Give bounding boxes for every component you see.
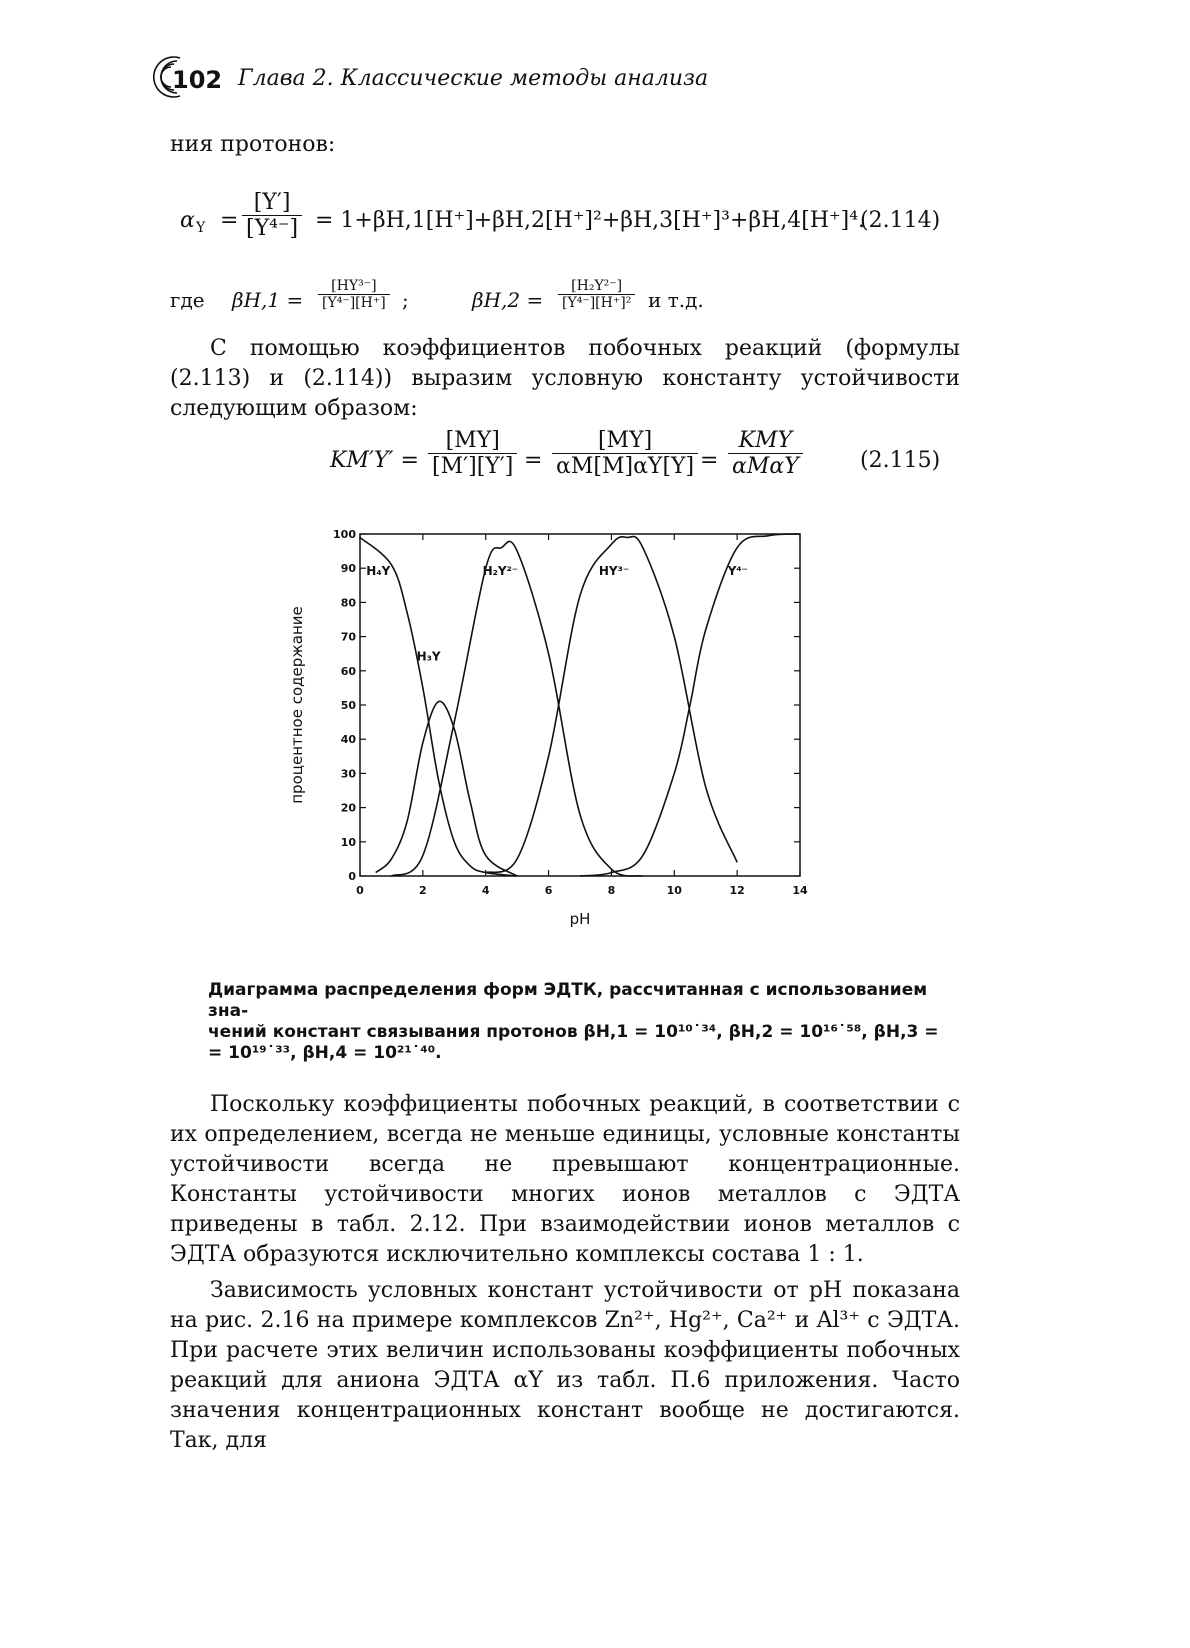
beta2-fraction — [558, 278, 635, 311]
beta2-num: [H₂Y²⁻] — [558, 278, 635, 295]
series-line-3 — [391, 541, 642, 876]
beta1-num: [HY³⁻] — [318, 278, 390, 295]
eq114-frac-num: [Y′] — [242, 190, 302, 216]
x-axis-label: pH — [569, 910, 591, 928]
eq114-lhs: α — [180, 208, 195, 233]
eq115-f3-num: KMY — [728, 428, 803, 454]
where-word: где — [170, 288, 205, 312]
y-tick-label: 20 — [340, 801, 356, 815]
series-label-5: Y⁴⁻ — [727, 564, 748, 579]
etc-text: и т.д. — [648, 288, 704, 312]
x-tick-label: 0 — [356, 884, 364, 897]
series-line-5 — [580, 534, 800, 876]
series-label-1: H₄Y — [366, 564, 391, 579]
y-tick-label: 80 — [340, 596, 356, 610]
equation-2-114: α Y = $\frac{[Y']}{\text{[Y⁴⁻]}}$ = 1+βH,1[H⁺]+βH,2[H⁺]²+βH,3[H⁺]³+βH,4[H⁺]⁴. — [180, 190, 866, 241]
distribution-chart — [280, 520, 840, 960]
y-tick-label: 100 — [333, 528, 356, 541]
caption-line-3: = 10¹⁹˙³³, βH,4 = 10²¹˙⁴⁰. — [208, 1043, 442, 1063]
eq114-number: (2.114) — [860, 208, 941, 233]
x-tick-label: 6 — [544, 884, 553, 897]
series-line-4 — [486, 536, 737, 872]
eq115-number: (2.115) — [860, 448, 941, 473]
y-tick-label: 30 — [340, 767, 356, 781]
eq115-f2-num: [MY] — [552, 428, 698, 454]
paragraph-1: С помощью коэффициентов побочных реакций (формулы (2.113) и (2.114)) выразим условную константу устойчивости следующим образом: — [170, 336, 960, 421]
y-tick-label: 60 — [340, 664, 356, 678]
eq114-lhs-sub: Y — [196, 220, 206, 236]
running-header-title: Глава 2. Классические методы анализа — [238, 66, 709, 91]
eq115-f1-den: [M′][Y′] — [432, 454, 514, 479]
eq114-rhs: = 1+βH,1[H⁺]+βH,2[H⁺]²+βH,3[H⁺]³+βH,4[H⁺]⁴. — [315, 208, 866, 233]
eq115-f1-num: [MY] — [428, 428, 517, 454]
y-tick-label: 0 — [348, 870, 356, 883]
eq115-lhs: KM′Y′ = — [330, 448, 419, 473]
beta2-den: [Y⁴⁻][H⁺]² — [562, 295, 632, 311]
eq115-frac3 — [728, 428, 803, 479]
x-tick-label: 2 — [419, 884, 427, 897]
x-tick-label: 8 — [607, 884, 616, 897]
y-axis-label: процентное содержание — [288, 606, 306, 804]
x-tick-label: 12 — [729, 884, 745, 897]
series-label-3: H₂Y²⁻ — [482, 564, 519, 579]
series-line-2 — [376, 701, 517, 876]
beta2-label: βH,2 = — [472, 288, 544, 312]
eq115-f2-den: αM[M]αY[Y] — [556, 454, 695, 479]
caption-line-1: Диаграмма распределения форм ЭДТК, рассчитанная с использованием зна- — [208, 980, 928, 1021]
figure-caption — [208, 980, 968, 1064]
eq115-frac1 — [428, 428, 517, 479]
y-tick-label: 10 — [340, 835, 356, 849]
y-tick-label: 70 — [340, 630, 356, 644]
eq115-f3-den: αMαY — [732, 454, 799, 479]
eq114-fraction — [242, 190, 302, 241]
y-tick-label: 50 — [340, 699, 356, 712]
caption-line-2: чений констант связывания протонов βH,1 = 10¹⁰˙³⁴, βH,2 = 10¹⁶˙⁵⁸, βH,3 = — [208, 1022, 939, 1042]
paragraph-3: Зависимость условных констант устойчивости от pH показана на рис. 2.16 на примере комплексов Zn²⁺, Hg²⁺, Ca²⁺ и Al³⁺ с ЭДТА. При расчете этих величин использованы коэффициенты побочных реакций для аниона ЭДТА αY из табл. П.6 приложения. Часто значения концентрационных констант вообще не достигаются. Так, для — [170, 1278, 960, 1453]
paragraph-2: Поскольку коэффициенты побочных реакций, в соответствии с их определением, всегда не меньше единицы, условные константы устойчивости всегда не превышают концентрационные. Константы устойчивости многих ионов металлов с ЭДТА приведены в табл. 2.12. При взаимодействии ионов металлов с ЭДТА образуются исключительно комплексы состава 1 : 1. — [170, 1092, 960, 1267]
series-line-1 — [360, 537, 517, 876]
x-tick-label: 10 — [666, 884, 682, 897]
y-tick-label: 40 — [340, 733, 356, 747]
beta1-fraction — [318, 278, 390, 311]
eq115-equals-1: = — [524, 448, 543, 473]
beta-definitions — [170, 278, 930, 330]
beta1-den: [Y⁴⁻][H⁺] — [322, 295, 386, 311]
eq114-frac-den: [Y⁴⁻] — [246, 216, 299, 241]
eq115-frac2 — [552, 428, 698, 479]
page-number: 102 — [172, 66, 223, 94]
eq115-equals-2: = — [700, 448, 719, 473]
equation-2-115 — [330, 428, 830, 498]
beta1-label: βH,1 = — [232, 288, 304, 312]
x-tick-label: 14 — [792, 884, 808, 897]
series-label-2: H₃Y — [416, 649, 441, 664]
x-tick-label: 4 — [481, 884, 490, 897]
series-label-4: HY³⁻ — [598, 564, 630, 579]
intro-fragment: ния протонов: — [170, 132, 336, 157]
beta-separator: ; — [402, 288, 409, 312]
y-tick-label: 90 — [340, 562, 356, 576]
